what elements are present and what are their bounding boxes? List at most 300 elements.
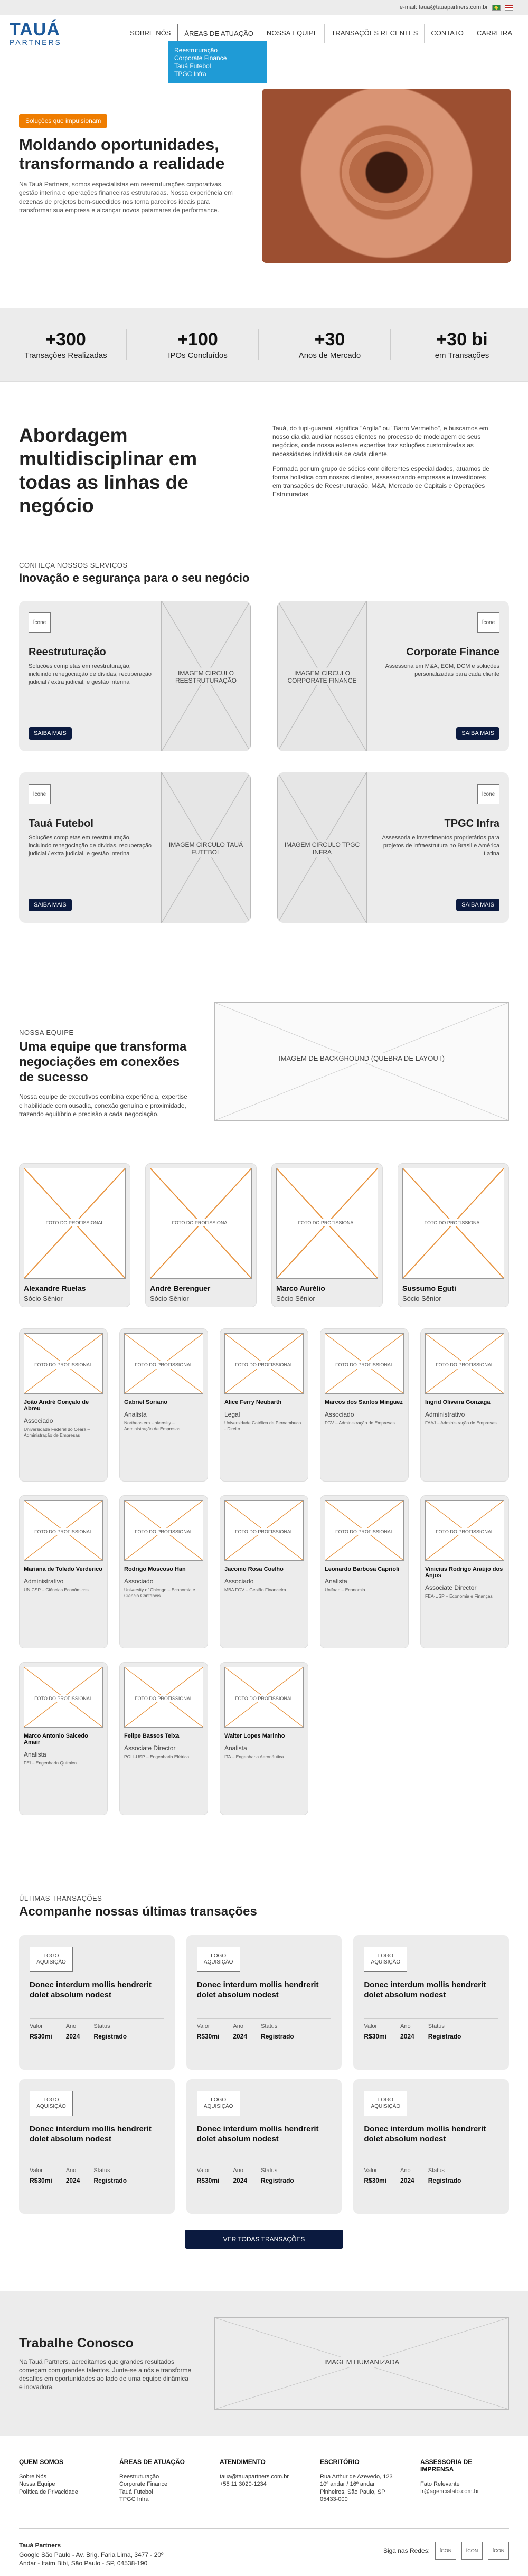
service-card <box>277 772 509 923</box>
member-name: Gabriel Soriano <box>124 1399 167 1405</box>
member-photo-label: FOTO DO PROFISSIONAL <box>403 1219 504 1226</box>
service-image-placeholder <box>277 772 367 923</box>
member-photo-placeholder <box>124 1667 203 1728</box>
meta-label: Ano <box>400 2023 411 2030</box>
member-card[interactable] <box>420 1495 509 1648</box>
approach-paragraph-2: Formada por um grupo de sócios com diferentes especialidades, atuamos de forma holística com nossos clientes, assessorando empresas e investidores em transações de Reestruturação, M&A, Mercado de Capitais e Operações Estruturadas <box>272 465 489 498</box>
member-name: Alexandre Ruelas <box>24 1284 86 1292</box>
member-name: Alice Ferry Neubarth <box>224 1399 282 1405</box>
member-role: Analista <box>224 1744 247 1752</box>
careers-text <box>19 2336 193 2392</box>
meta-valor <box>197 2023 220 2040</box>
nav-about[interactable]: SOBRE NÓS <box>124 24 177 43</box>
logo[interactable] <box>10 21 62 46</box>
stat-value: +300 <box>45 329 86 350</box>
meta-ano <box>233 2167 247 2184</box>
divider <box>197 2018 332 2019</box>
member-photo-label: FOTO DO PROFISSIONAL <box>125 1528 203 1535</box>
member-photo-label: FOTO DO PROFISSIONAL <box>325 1361 403 1369</box>
footer-bottom <box>19 2528 509 2576</box>
member-photo-placeholder <box>24 1168 126 1279</box>
service-content <box>367 601 509 751</box>
footer-link[interactable]: 05433-000 <box>320 2496 348 2503</box>
member-card[interactable] <box>119 1495 208 1648</box>
contact-email[interactable]: e-mail: taua@tauapartners.com.br <box>399 4 488 11</box>
nav-contact[interactable]: CONTATO <box>425 24 470 43</box>
dropdown-item-taua-futebol[interactable]: Tauá Futebol <box>174 62 211 70</box>
service-image-label: IMAGEM CIRCULO CORPORATE FINANCE <box>278 668 366 685</box>
stat-years <box>269 329 391 360</box>
service-title: Reestruturação <box>29 646 106 658</box>
meta-label: Ano <box>400 2167 411 2174</box>
meta-status <box>93 2023 127 2040</box>
member-education: University of Chicago – Economia e Ciência Contábeis <box>124 1587 195 1599</box>
meta-label: Ano <box>233 2167 243 2174</box>
member-name: Walter Lopes Marinho <box>224 1733 285 1739</box>
transaction-meta <box>364 2023 498 2040</box>
meta-ano <box>66 2023 80 2040</box>
member-education: FEA-USP – Economia e Finanças <box>425 1593 493 1599</box>
careers-description: Na Tauá Partners, acreditamos que grandes resultados começam com grandes talentos. Junte-se a nós e transforme desafios em oportunidades ao lado de uma equipe dinâmica e inovadora. <box>19 2357 192 2391</box>
stat-value: +30 bi <box>436 329 488 350</box>
service-icon: Ícone <box>477 612 499 633</box>
footer-link[interactable]: Sobre Nós <box>19 2474 46 2480</box>
meta-value: Registrado <box>428 2176 461 2184</box>
nav-team[interactable]: NOSSA EQUIPE <box>260 24 325 43</box>
member-education: Northeastern University – Administração de Empresas <box>124 1420 181 1432</box>
transaction-card[interactable] <box>353 2079 509 2214</box>
member-education: POLI-USP – Engenharia Elétrica <box>124 1754 190 1759</box>
member-education: Unifaap – Economia <box>325 1587 365 1592</box>
meta-value: Registrado <box>93 2176 127 2184</box>
service-content <box>19 601 161 751</box>
member-role: Associate Director <box>124 1744 176 1752</box>
senior-card[interactable] <box>145 1163 257 1307</box>
member-role: Sócio Sênior <box>24 1295 63 1303</box>
service-image-label: IMAGEM CIRCULO REESTRUTURAÇÃO <box>162 668 250 685</box>
stat-label: Transações Realizadas <box>24 351 107 360</box>
transaction-card[interactable] <box>186 2079 342 2214</box>
header <box>0 15 528 78</box>
meta-value: Registrado <box>93 2032 127 2040</box>
meta-valor <box>364 2167 386 2184</box>
transaction-card[interactable] <box>19 1935 175 2070</box>
member-photo-placeholder <box>402 1168 504 1279</box>
footer-link[interactable]: fr@agenciafato.com.br <box>420 2488 479 2495</box>
footer-link[interactable]: taua@tauapartners.com.br <box>220 2474 289 2480</box>
member-role: Associado <box>124 1578 154 1585</box>
member-role: Analista <box>24 1751 46 1758</box>
member-role: Analista <box>124 1411 147 1418</box>
acquisition-logo: LOGO AQUISIÇÃO <box>197 1947 240 1972</box>
meta-status <box>428 2023 461 2040</box>
transaction-title: Donec interdum mollis hendrerit dolet absolum nodest <box>30 1980 152 1999</box>
dropdown-item-corporate-finance[interactable]: Corporate Finance <box>174 54 227 62</box>
service-title: Corporate Finance <box>406 646 499 658</box>
footer-column-title: QUEM SOMOS <box>19 2458 64 2466</box>
stat-label: em Transações <box>435 351 489 360</box>
meta-value: 2024 <box>65 2176 80 2184</box>
team-background-placeholder <box>214 1002 509 1121</box>
stat-ipos <box>137 329 259 360</box>
hero-tag: Soluções que impulsionam <box>19 114 107 128</box>
usa-flag-icon[interactable] <box>505 5 513 11</box>
meta-value: 2024 <box>233 2032 248 2040</box>
footer-link[interactable]: Reestruturação <box>119 2474 159 2480</box>
meta-value: R$30mi <box>196 2032 220 2040</box>
meta-label: Valor <box>196 2023 210 2030</box>
transaction-meta <box>197 2167 332 2184</box>
member-card[interactable] <box>19 1495 108 1648</box>
member-photo-placeholder <box>24 1667 103 1728</box>
main-nav <box>124 24 518 43</box>
divider <box>30 2018 164 2019</box>
service-more-button[interactable]: SAIBA MAIS <box>456 899 499 911</box>
member-photo-label: FOTO DO PROFISSIONAL <box>426 1361 504 1369</box>
service-image-placeholder <box>161 772 251 923</box>
meta-value: 2024 <box>233 2176 248 2184</box>
service-more-button[interactable]: SAIBA MAIS <box>29 899 72 911</box>
member-photo-placeholder <box>425 1333 504 1394</box>
footer-column-title: ATENDIMENTO <box>220 2458 266 2466</box>
meta-label: Ano <box>65 2167 77 2174</box>
meta-value: 2024 <box>400 2176 414 2184</box>
meta-valor <box>197 2167 220 2184</box>
logo-name: TAUÁ <box>10 20 60 40</box>
company-address <box>19 2542 177 2576</box>
dropdown-item-reestruturacao[interactable]: Reestruturação <box>174 46 218 54</box>
footer-link[interactable]: Rua Arthur de Azevedo, 123 <box>320 2474 393 2480</box>
meta-label: Status <box>261 2167 278 2174</box>
footer-link[interactable]: Pinheiros, São Paulo, SP <box>320 2488 385 2495</box>
nav-career[interactable]: CARREIRA <box>476 29 512 37</box>
meta-valor <box>364 2023 386 2040</box>
footer-column-title: ESCRITÓRIO <box>320 2458 360 2466</box>
meta-label: Status <box>261 2023 278 2030</box>
stat-label: IPOs Concluídos <box>168 351 228 360</box>
member-photo-placeholder <box>224 1333 304 1394</box>
meta-status <box>428 2167 461 2184</box>
approach-title: Abordagem multidisciplinar em todas as linhas de negócio <box>19 424 197 517</box>
social-label: Siga nas Redes: <box>383 2547 430 2554</box>
team-intro <box>0 923 528 1121</box>
meta-label: Ano <box>233 2023 243 2030</box>
meta-ano <box>233 2023 247 2040</box>
member-name: Vinicius Rodrigo Araújo dos Anjos <box>425 1566 503 1579</box>
member-name: Leonardo Barbosa Caprioli <box>325 1566 400 1572</box>
footer-link[interactable]: +55 11 3020-1234 <box>220 2481 267 2488</box>
careers-image-placeholder <box>214 2317 509 2410</box>
member-photo-label: FOTO DO PROFISSIONAL <box>125 1695 203 1702</box>
meta-value: 2024 <box>65 2032 80 2040</box>
stat-transactions <box>5 329 127 360</box>
stat-value: +100 <box>177 329 218 350</box>
footer-column-title: ASSESSORIA DE IMPRENSA <box>420 2458 473 2473</box>
transaction-meta <box>30 2167 164 2184</box>
member-photo-placeholder <box>325 1500 404 1561</box>
senior-partners <box>0 1121 528 1307</box>
member-role: Associado <box>325 1411 354 1418</box>
member-photo-label: FOTO DO PROFISSIONAL <box>225 1361 303 1369</box>
service-description: Assessoria em M&A, ECM, DCM e soluções personalizadas para cada cliente <box>385 663 499 677</box>
service-description: Soluções completas em reestruturação, incluindo renegociação de dívidas, recuperação judicial / extra judicial, e gestão interina <box>29 835 152 857</box>
member-photo-label: FOTO DO PROFISSIONAL <box>24 1695 102 1702</box>
service-card <box>19 601 251 751</box>
member-photo-placeholder <box>124 1500 203 1561</box>
member-role: Sócio Sênior <box>276 1295 315 1303</box>
member-photo-label: FOTO DO PROFISSIONAL <box>277 1219 378 1226</box>
member-role: Administrativo <box>24 1578 64 1585</box>
member-photo-label: FOTO DO PROFISSIONAL <box>150 1219 251 1226</box>
social-icon-2[interactable]: ÍCON <box>461 2542 483 2560</box>
meta-label: Status <box>93 2167 110 2174</box>
transactions-grid <box>19 1935 509 2214</box>
team-intro-text <box>19 1002 188 1121</box>
member-photo-label: FOTO DO PROFISSIONAL <box>24 1219 125 1226</box>
footer-link[interactable]: Nossa Equipe <box>19 2481 55 2488</box>
team-overline: NOSSA EQUIPE <box>19 1028 74 1036</box>
member-role: Administrativo <box>425 1411 465 1418</box>
member-name: Jacomo Rosa Coelho <box>224 1566 284 1572</box>
member-card[interactable] <box>220 1662 308 1815</box>
hero-title: Moldando oportunidades, transformando a realidade <box>19 135 225 173</box>
service-card <box>277 601 509 751</box>
member-name: Marco Antonio Salcedo Amair <box>24 1733 88 1745</box>
member-card[interactable] <box>19 1662 108 1815</box>
member-photo-placeholder <box>24 1333 103 1394</box>
service-description: Assessoria e investimentos proprietários para projetos de infraestrutura no Brasil e América Latina <box>382 835 499 857</box>
see-all-transactions-button[interactable]: VER TODAS TRANSAÇÕES <box>185 2230 343 2249</box>
acquisition-logo: LOGO AQUISIÇÃO <box>30 2091 73 2116</box>
member-name: Felipe Bassos Teixa <box>124 1733 180 1739</box>
hero-text <box>19 89 241 308</box>
service-more-button[interactable]: SAIBA MAIS <box>29 727 72 740</box>
footer <box>0 2436 528 2528</box>
meta-label: Valor <box>30 2023 43 2030</box>
member-name: Marcos dos Santos Minguez <box>325 1399 403 1405</box>
member-role: Analista <box>325 1578 347 1585</box>
member-education: UNICSP – Ciências Econômicas <box>24 1587 89 1592</box>
footer-link[interactable]: TPGC Infra <box>119 2496 149 2503</box>
pottery-ring <box>342 134 431 211</box>
service-image-placeholder <box>277 601 367 751</box>
approach-section <box>0 382 528 556</box>
meta-value: Registrado <box>428 2032 461 2040</box>
meta-label: Status <box>93 2023 110 2030</box>
member-card[interactable] <box>119 1662 208 1815</box>
footer-link[interactable]: Política de Privacidade <box>19 2488 78 2495</box>
brazil-flag-icon[interactable] <box>492 5 501 11</box>
meta-value: R$30mi <box>196 2176 220 2184</box>
footer-column <box>420 2458 499 2528</box>
member-name: Ingrid Oliveira Gonzaga <box>425 1399 491 1405</box>
meta-value: R$30mi <box>364 2032 387 2040</box>
meta-value: Registrado <box>261 2032 294 2040</box>
transaction-title: Donec interdum mollis hendrerit dolet absolum nodest <box>196 2125 319 2144</box>
transaction-card[interactable] <box>19 2079 175 2214</box>
meta-value: R$30mi <box>364 2176 387 2184</box>
meta-ano <box>400 2167 414 2184</box>
member-name: Rodrigo Moscoso Han <box>124 1566 186 1572</box>
transaction-title: Donec interdum mollis hendrerit dolet absolum nodest <box>196 1980 319 1999</box>
service-title: TPGC Infra <box>444 818 499 829</box>
address-text: Google São Paulo - Av. Brig. Faria Lima, 3477 - 20º Andar - Itaim Bibi, São Paulo - SP, 04538-190 <box>19 2551 164 2567</box>
member-education: FAAJ – Administração de Empresas <box>425 1420 497 1426</box>
member-card[interactable] <box>320 1495 409 1648</box>
meta-label: Ano <box>65 2023 77 2030</box>
member-name: André Berenguer <box>150 1284 211 1292</box>
services-overline: CONHEÇA NOSSOS SERVIÇOS <box>19 561 128 569</box>
service-title: Tauá Futebol <box>29 818 93 829</box>
transaction-title: Donec interdum mollis hendrerit dolet absolum nodest <box>364 2125 486 2144</box>
careers-section <box>0 2291 528 2436</box>
member-photo-placeholder <box>124 1333 203 1394</box>
member-photo-label: FOTO DO PROFISSIONAL <box>24 1361 102 1369</box>
meta-label: Status <box>428 2023 445 2030</box>
member-photo-placeholder <box>325 1333 404 1394</box>
acquisition-logo: LOGO AQUISIÇÃO <box>364 1947 407 1972</box>
member-photo-label: FOTO DO PROFISSIONAL <box>225 1528 303 1535</box>
member-photo-label: FOTO DO PROFISSIONAL <box>24 1528 102 1535</box>
acquisition-logo: LOGO AQUISIÇÃO <box>197 2091 240 2116</box>
hero <box>0 52 528 308</box>
services-grid <box>19 601 509 923</box>
member-photo-label: FOTO DO PROFISSIONAL <box>325 1528 403 1535</box>
service-image-label: IMAGEM CIRCULO TAUÁ FUTEBOL <box>162 840 250 857</box>
member-photo-label: FOTO DO PROFISSIONAL <box>426 1528 504 1535</box>
meta-ano <box>400 2023 414 2040</box>
service-more-button[interactable]: SAIBA MAIS <box>456 727 499 740</box>
meta-valor <box>30 2167 52 2184</box>
service-icon: Ícone <box>29 784 51 804</box>
transactions-title: Acompanhe nossas últimas transações <box>19 1904 257 1919</box>
meta-label: Status <box>428 2167 445 2174</box>
social-links <box>383 2542 509 2576</box>
member-education: FEI – Engenharia Química <box>24 1760 77 1766</box>
team-description: Nossa equipe de executivos combina experiência, expertise e habilidade com ousadia, conexão genuína e proximidade, trazendo equilíbrio e precisão a cada negociação. <box>19 1093 187 1118</box>
social-icon-1[interactable]: ÍCON <box>435 2542 456 2560</box>
member-photo-label: FOTO DO PROFISSIONAL <box>225 1695 303 1702</box>
member-education: Universidade Federal do Ceará – Administração de Empresas <box>24 1427 90 1438</box>
transaction-card[interactable] <box>353 1935 509 2070</box>
meta-valor <box>30 2023 52 2040</box>
company-name: Tauá Partners <box>19 2542 61 2549</box>
team-members <box>0 1307 528 1815</box>
social-icon-3[interactable]: ÍCON <box>488 2542 509 2560</box>
stat-label: Anos de Mercado <box>298 351 361 360</box>
service-card <box>19 772 251 923</box>
member-role: Associate Director <box>425 1584 477 1591</box>
member-card[interactable] <box>320 1328 409 1482</box>
careers-image-label: IMAGEM HUMANIZADA <box>215 2357 508 2367</box>
services-section <box>0 556 528 923</box>
transaction-title: Donec interdum mollis hendrerit dolet absolum nodest <box>30 2125 152 2144</box>
careers-title: Trabalhe Conosco <box>19 2335 134 2351</box>
footer-link[interactable]: Fato Relevante <box>420 2481 460 2487</box>
member-photo-placeholder <box>24 1500 103 1561</box>
divider <box>364 2018 498 2019</box>
acquisition-logo: LOGO AQUISIÇÃO <box>30 1947 73 1972</box>
member-card[interactable] <box>119 1328 208 1482</box>
member-role: Sócio Sênior <box>150 1295 189 1303</box>
meta-label: Valor <box>30 2167 43 2174</box>
member-card[interactable] <box>220 1328 308 1482</box>
member-name: Mariana de Toledo Verderico <box>24 1566 102 1572</box>
transactions-overline: ÚLTIMAS TRANSAÇÕES <box>19 1894 102 1902</box>
footer-column <box>19 2458 98 2528</box>
member-card[interactable] <box>220 1495 308 1648</box>
service-icon: Ícone <box>29 612 51 633</box>
member-role: Legal <box>224 1411 240 1418</box>
service-description: Soluções completas em reestruturação, incluindo renegociação de dívidas, recuperação judicial / extra judicial, e gestão interina <box>29 663 152 685</box>
member-photo-label: FOTO DO PROFISSIONAL <box>125 1361 203 1369</box>
transactions-section <box>0 1815 528 2249</box>
service-content <box>367 772 509 923</box>
meta-status <box>93 2167 127 2184</box>
member-education: FGV – Administração de Empresas <box>325 1420 395 1426</box>
footer-link[interactable]: Tauá Futebol <box>119 2488 153 2495</box>
footer-column <box>320 2458 399 2528</box>
transaction-title: Donec interdum mollis hendrerit dolet absolum nodest <box>364 1980 486 1999</box>
stats-bar <box>0 308 528 382</box>
approach-paragraph-1: Tauá, do tupi-guarani, significa "Argila" ou "Barro Vermelho", e buscamos em nosso dia dia auxiliar nossos clientes no processo de modelagem de seus negócios, onde nossa extensa expertise traz soluções customizadas as necessidades individuais de cada cliente. <box>272 424 488 458</box>
member-name: Sussumo Eguti <box>402 1284 456 1292</box>
footer-column-title: ÁREAS DE ATUAÇÃO <box>119 2458 185 2466</box>
logo-sub: PARTNERS <box>10 38 62 46</box>
nav-transactions[interactable]: TRANSAÇÕES RECENTES <box>325 24 425 43</box>
transaction-card[interactable] <box>186 1935 342 2070</box>
nav-areas[interactable]: ÁREAS DE ATUAÇÃO <box>177 24 260 43</box>
meta-status <box>261 2023 294 2040</box>
stat-volume <box>401 329 523 360</box>
member-education: MBA FGV – Gestão Financeira <box>224 1587 286 1592</box>
member-role: Sócio Sênior <box>402 1295 441 1303</box>
senior-card[interactable] <box>19 1163 130 1307</box>
top-bar <box>0 0 528 15</box>
meta-label: Valor <box>364 2167 378 2174</box>
team-background-label: IMAGEM DE BACKGROUND (QUEBRA DE LAYOUT) <box>215 1053 508 1063</box>
team-title: Uma equipe que transforma negociações em conexões de sucesso <box>19 1040 187 1084</box>
footer-link[interactable]: Corporate Finance <box>119 2481 168 2488</box>
meta-ano <box>66 2167 80 2184</box>
areas-dropdown <box>168 41 267 83</box>
dropdown-item-tpgc-infra[interactable]: TPGC Infra <box>174 70 206 78</box>
member-photo-placeholder <box>224 1500 304 1561</box>
meta-label: Valor <box>364 2023 378 2030</box>
meta-value: R$30mi <box>30 2032 52 2040</box>
service-content <box>19 772 161 923</box>
member-name: Marco Aurélio <box>276 1284 325 1292</box>
service-image-label: IMAGEM CIRCULO TPGC INFRA <box>278 840 366 857</box>
stat-value: +30 <box>314 329 345 350</box>
service-icon: Ícone <box>477 784 499 804</box>
member-education: ITA – Engenharia Aeronáutica <box>224 1754 284 1759</box>
hero-description: Na Tauá Partners, somos especialistas em reestruturações corporativas, gestão interina e operações financeiras estruturadas. Nossa experiência em dezenas de projetos bem-sucedidos nos torna parceiros ideais para transformar sua empresa e alcançar novos patamares de performance. <box>19 181 233 214</box>
senior-card[interactable] <box>271 1163 383 1307</box>
senior-card[interactable] <box>398 1163 509 1307</box>
member-role: Associado <box>24 1417 53 1424</box>
approach-text <box>251 424 494 556</box>
member-card[interactable] <box>19 1328 108 1482</box>
meta-value: R$30mi <box>30 2176 52 2184</box>
meta-value: Registrado <box>261 2176 294 2184</box>
member-card[interactable] <box>420 1328 509 1482</box>
hero-pottery-image <box>262 89 511 263</box>
meta-status <box>261 2167 294 2184</box>
footer-link[interactable]: 10º andar / 16º andar <box>320 2481 375 2488</box>
meta-value: 2024 <box>400 2032 414 2040</box>
transaction-meta <box>364 2167 498 2184</box>
